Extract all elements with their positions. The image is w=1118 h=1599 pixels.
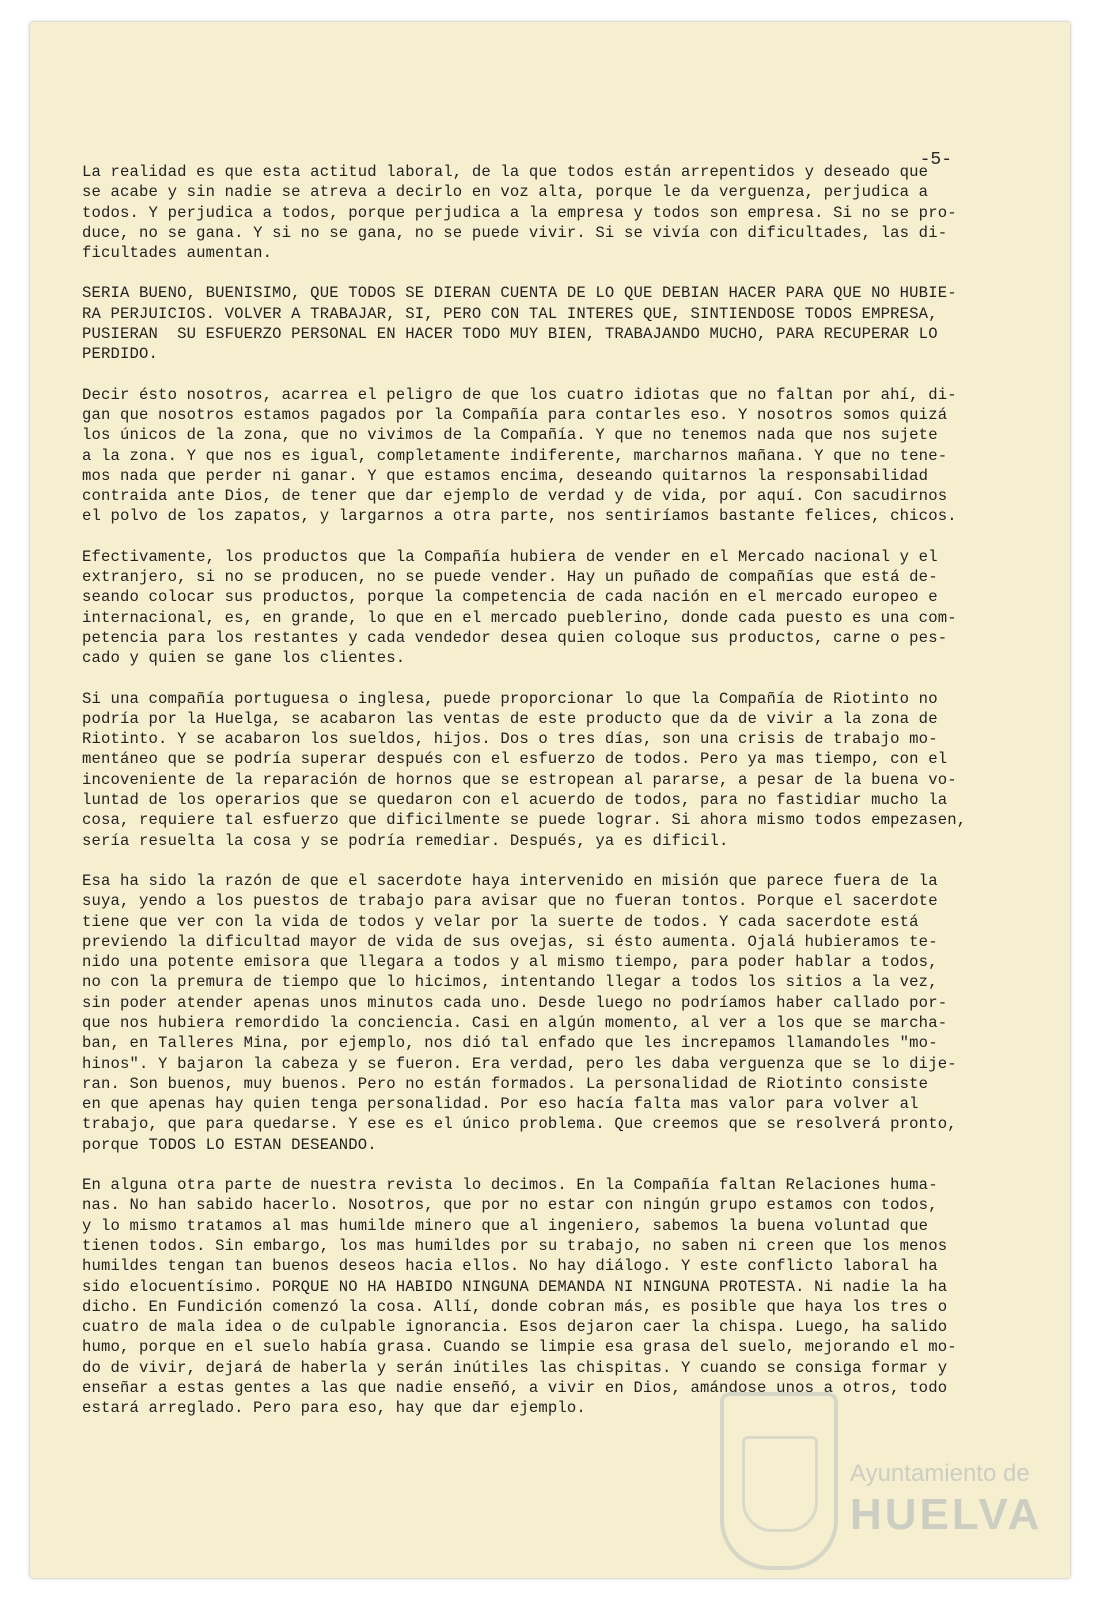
text-line: Esa ha sido la razón de que el sacerdote haya intervenido en misión que parece fuera de la xyxy=(82,871,938,890)
text-line: el polvo de los zapatos, y largarnos a otra parte, nos sentiríamos bastante felices, chicos. xyxy=(82,507,957,526)
text-line: luntad de los operarios que se quedaron con el acuerdo de todos, para no fastidiar mucho la xyxy=(82,791,948,810)
paragraph xyxy=(82,689,1012,851)
text-line: internacional, es, en grande, lo que en el mercado pueblerino, donde cada puesto es una com- xyxy=(82,608,957,627)
text-line: Decir ésto nosotros, acarrea el peligro de que los cuatro idiotas que no faltan por ahí, di- xyxy=(82,385,957,404)
text-line: en que apenas hay quien tenga personalidad. Por eso hacía falta mas valor para volver al xyxy=(82,1095,919,1114)
text-line: trabajo, que para quedarse. Y ese es el único problema. Que creemos que se resolverá pronto, xyxy=(82,1115,957,1134)
paragraph xyxy=(82,162,1012,263)
text-line: dicho. En Fundición comenzó la cosa. Allí, donde cobran más, es posible que haya los tres o xyxy=(82,1297,948,1316)
text-line: PERDIDO. xyxy=(82,345,159,364)
watermark-line-1: Ayuntamiento de xyxy=(850,1460,1030,1487)
text-line: gan que nosotros estamos pagados por la Compañía para contarles eso. Y nosotros somos quizá xyxy=(82,405,948,424)
text-line: Efectivamente, los productos que la Compañía hubiera de vender en el Mercado nacional y el xyxy=(82,547,938,566)
text-line: se acabe y sin nadie se atreva a decirlo en voz alta, porque le da verguenza, perjudica a xyxy=(82,183,929,202)
text-line: sido elocuentísimo. PORQUE NO HA HABIDO NINGUNA DEMANDA NI NINGUNA PROTESTA. Ni nadie la ha xyxy=(82,1277,948,1296)
text-line: cado y quien se gane los clientes. xyxy=(82,649,406,668)
text-line: duce, no se gana. Y si no se gana, no se puede vivir. Si se vivía con dificultades, las di- xyxy=(82,223,948,242)
text-line: y lo mismo tratamos al mas humilde minero que al ingeniero, sabemos la buena voluntad que xyxy=(82,1216,929,1235)
text-line: PUSIERAN SU ESFUERZO PERSONAL EN HACER TODO MUY BIEN, TRABAJANDO MUCHO, PARA RECUPERAR LO xyxy=(82,325,938,344)
text-line: ban, en Talleres Mina, por ejemplo, nos dió tal enfado que les increpamos llamandoles "mo- xyxy=(82,1034,938,1053)
text-line: SERIA BUENO, BUENISIMO, QUE TODOS SE DIERAN CUENTA DE LO QUE DEBIAN HACER PARA QUE NO HUBIE- xyxy=(82,284,957,303)
text-line: En alguna otra parte de nuestra revista lo decimos. En la Compañía faltan Relaciones huma- xyxy=(82,1176,938,1195)
text-line: humildes tengan tan buenos deseos hacia ellos. No hay diálogo. Y este conflicto laboral ha xyxy=(82,1257,938,1276)
text-line: Si una compañía portuguesa o inglesa, puede proporcionar lo que la Compañía de Riotinto no xyxy=(82,689,938,708)
text-line: ficultades aumentan. xyxy=(82,244,273,263)
text-line: seando colocar sus productos, porque la competencia de cada nación en el mercado europeo e xyxy=(82,588,938,607)
text-line: humo, porque en el suelo había grasa. Cuando se limpie esa grasa del suelo, mejorando el mo- xyxy=(82,1338,957,1357)
paragraph xyxy=(82,385,1012,527)
text-line: RA PERJUICIOS. VOLVER A TRABAJAR, SI, PERO CON TAL INTERES QUE, SINTIENDOSE TODOS EMPRESA, xyxy=(82,304,938,323)
paragraph xyxy=(82,871,1012,1155)
text-line: sin poder atender apenas unos minutos cada uno. Desde luego no podríamos haber callado por- xyxy=(82,993,948,1012)
document-page xyxy=(30,22,1070,1578)
text-line: estará arreglado. Pero para eso, hay que dar ejemplo. xyxy=(82,1399,586,1418)
text-line: cuatro de mala idea o de culpable ignorancia. Esos dejaron caer la chispa. Luego, ha salido xyxy=(82,1318,948,1337)
text-line: nas. No han sabido hacerlo. Nosotros, que por no estar con ningún grupo estamos con todos, xyxy=(82,1196,938,1215)
text-line: a la zona. Y que nos es igual, completamente indiferente, marcharnos mañana. Y que no tene- xyxy=(82,446,948,465)
text-line: incoveniente de la reparación de hornos que se estropean al pararse, a pesar de la buena vo- xyxy=(82,770,957,789)
text-line: no con la premura de tiempo que lo hicimos, intentando llegar a todos los sitios a la vez, xyxy=(82,973,938,992)
paragraph xyxy=(82,283,1012,364)
text-line: previendo la dificultad mayor de vida de sus ovejas, si ésto aumenta. Ojalá hubieramos te- xyxy=(82,932,938,951)
text-line: suya, yendo a los puestos de trabajo para avisar que no fueran tontos. Porque el sacerdote xyxy=(82,892,938,911)
text-line: contraida ante Dios, de tener que dar ejemplo de verdad y de vida, por aquí. Con sacudirnos xyxy=(82,487,948,506)
text-line: podría por la Huelga, se acabaron las ventas de este producto que da de vivir a la zona de xyxy=(82,709,938,728)
text-line: sería resuelta la cosa y se podría remediar. Después, ya es dificil. xyxy=(82,831,729,850)
text-line: mos nada que perder ni ganar. Y que estamos encima, deseando quitarnos la responsabilidad xyxy=(82,466,929,485)
page-number: -5- xyxy=(919,150,952,170)
text-line: enseñar a estas gentes a las que nadie enseñó, a vivir en Dios, amándose unos a otros, todo xyxy=(82,1379,948,1398)
text-line: ran. Son buenos, muy buenos. Pero no están formados. La personalidad de Riotinto consiste xyxy=(82,1074,929,1093)
text-line: hinos". Y bajaron la cabeza y se fueron. Era verdad, pero les daba verguenza que se lo dije- xyxy=(82,1054,957,1073)
watermark xyxy=(690,1372,1070,1592)
coat-of-arms-icon xyxy=(720,1392,838,1570)
text-line: porque TODOS LO ESTAN DESEANDO. xyxy=(82,1135,377,1154)
text-line: cosa, requiere tal esfuerzo que dificilmente se puede lograr. Si ahora mismo todos empezasen, xyxy=(82,811,967,830)
text-line: tiene que ver con la vida de todos y velar por la suerte de todos. Y cada sacerdote está xyxy=(82,912,919,931)
text-line: nido una potente emisora que llegara a todos y al mismo tiempo, para poder hablar a todos, xyxy=(82,953,938,972)
text-line: extranjero, si no se producen, no se puede vender. Hay un puñado de compañías que está de- xyxy=(82,568,938,587)
text-line: los únicos de la zona, que no vivimos de la Compañía. Y que no tenemos nada que nos sujete xyxy=(82,426,938,445)
text-line: do de vivir, dejará de haberla y serán inútiles las chispitas. Y cuando se consiga formar y xyxy=(82,1358,948,1377)
text-line: que nos hubiera remordido la conciencia. Casi en algún momento, al ver a los que se marcha- xyxy=(82,1013,948,1032)
document-body xyxy=(82,162,1012,1439)
paragraph xyxy=(82,547,1012,669)
text-line: tienen todos. Sin embargo, los mas humildes por su trabajo, no saben ni creen que los menos xyxy=(82,1236,948,1255)
text-line: La realidad es que esta actitud laboral, de la que todos están arrepentidos y deseado que xyxy=(82,163,929,181)
watermark-line-2: HUELVA xyxy=(850,1490,1043,1539)
text-line: petencia para los restantes y cada vendedor desea quien coloque sus productos, carne o pes- xyxy=(82,628,948,647)
text-line: todos. Y perjudica a todos, porque perjudica a la empresa y todos son empresa. Si no se pro- xyxy=(82,203,957,222)
text-line: Riotinto. Y se acabaron los sueldos, hijos. Dos o tres días, son una crisis de trabajo mo- xyxy=(82,730,938,749)
coat-of-arms-inner xyxy=(742,1436,818,1532)
text-line: mentáneo que se podría superar después con el esfuerzo de todos. Pero ya mas tiempo, con el xyxy=(82,750,948,769)
